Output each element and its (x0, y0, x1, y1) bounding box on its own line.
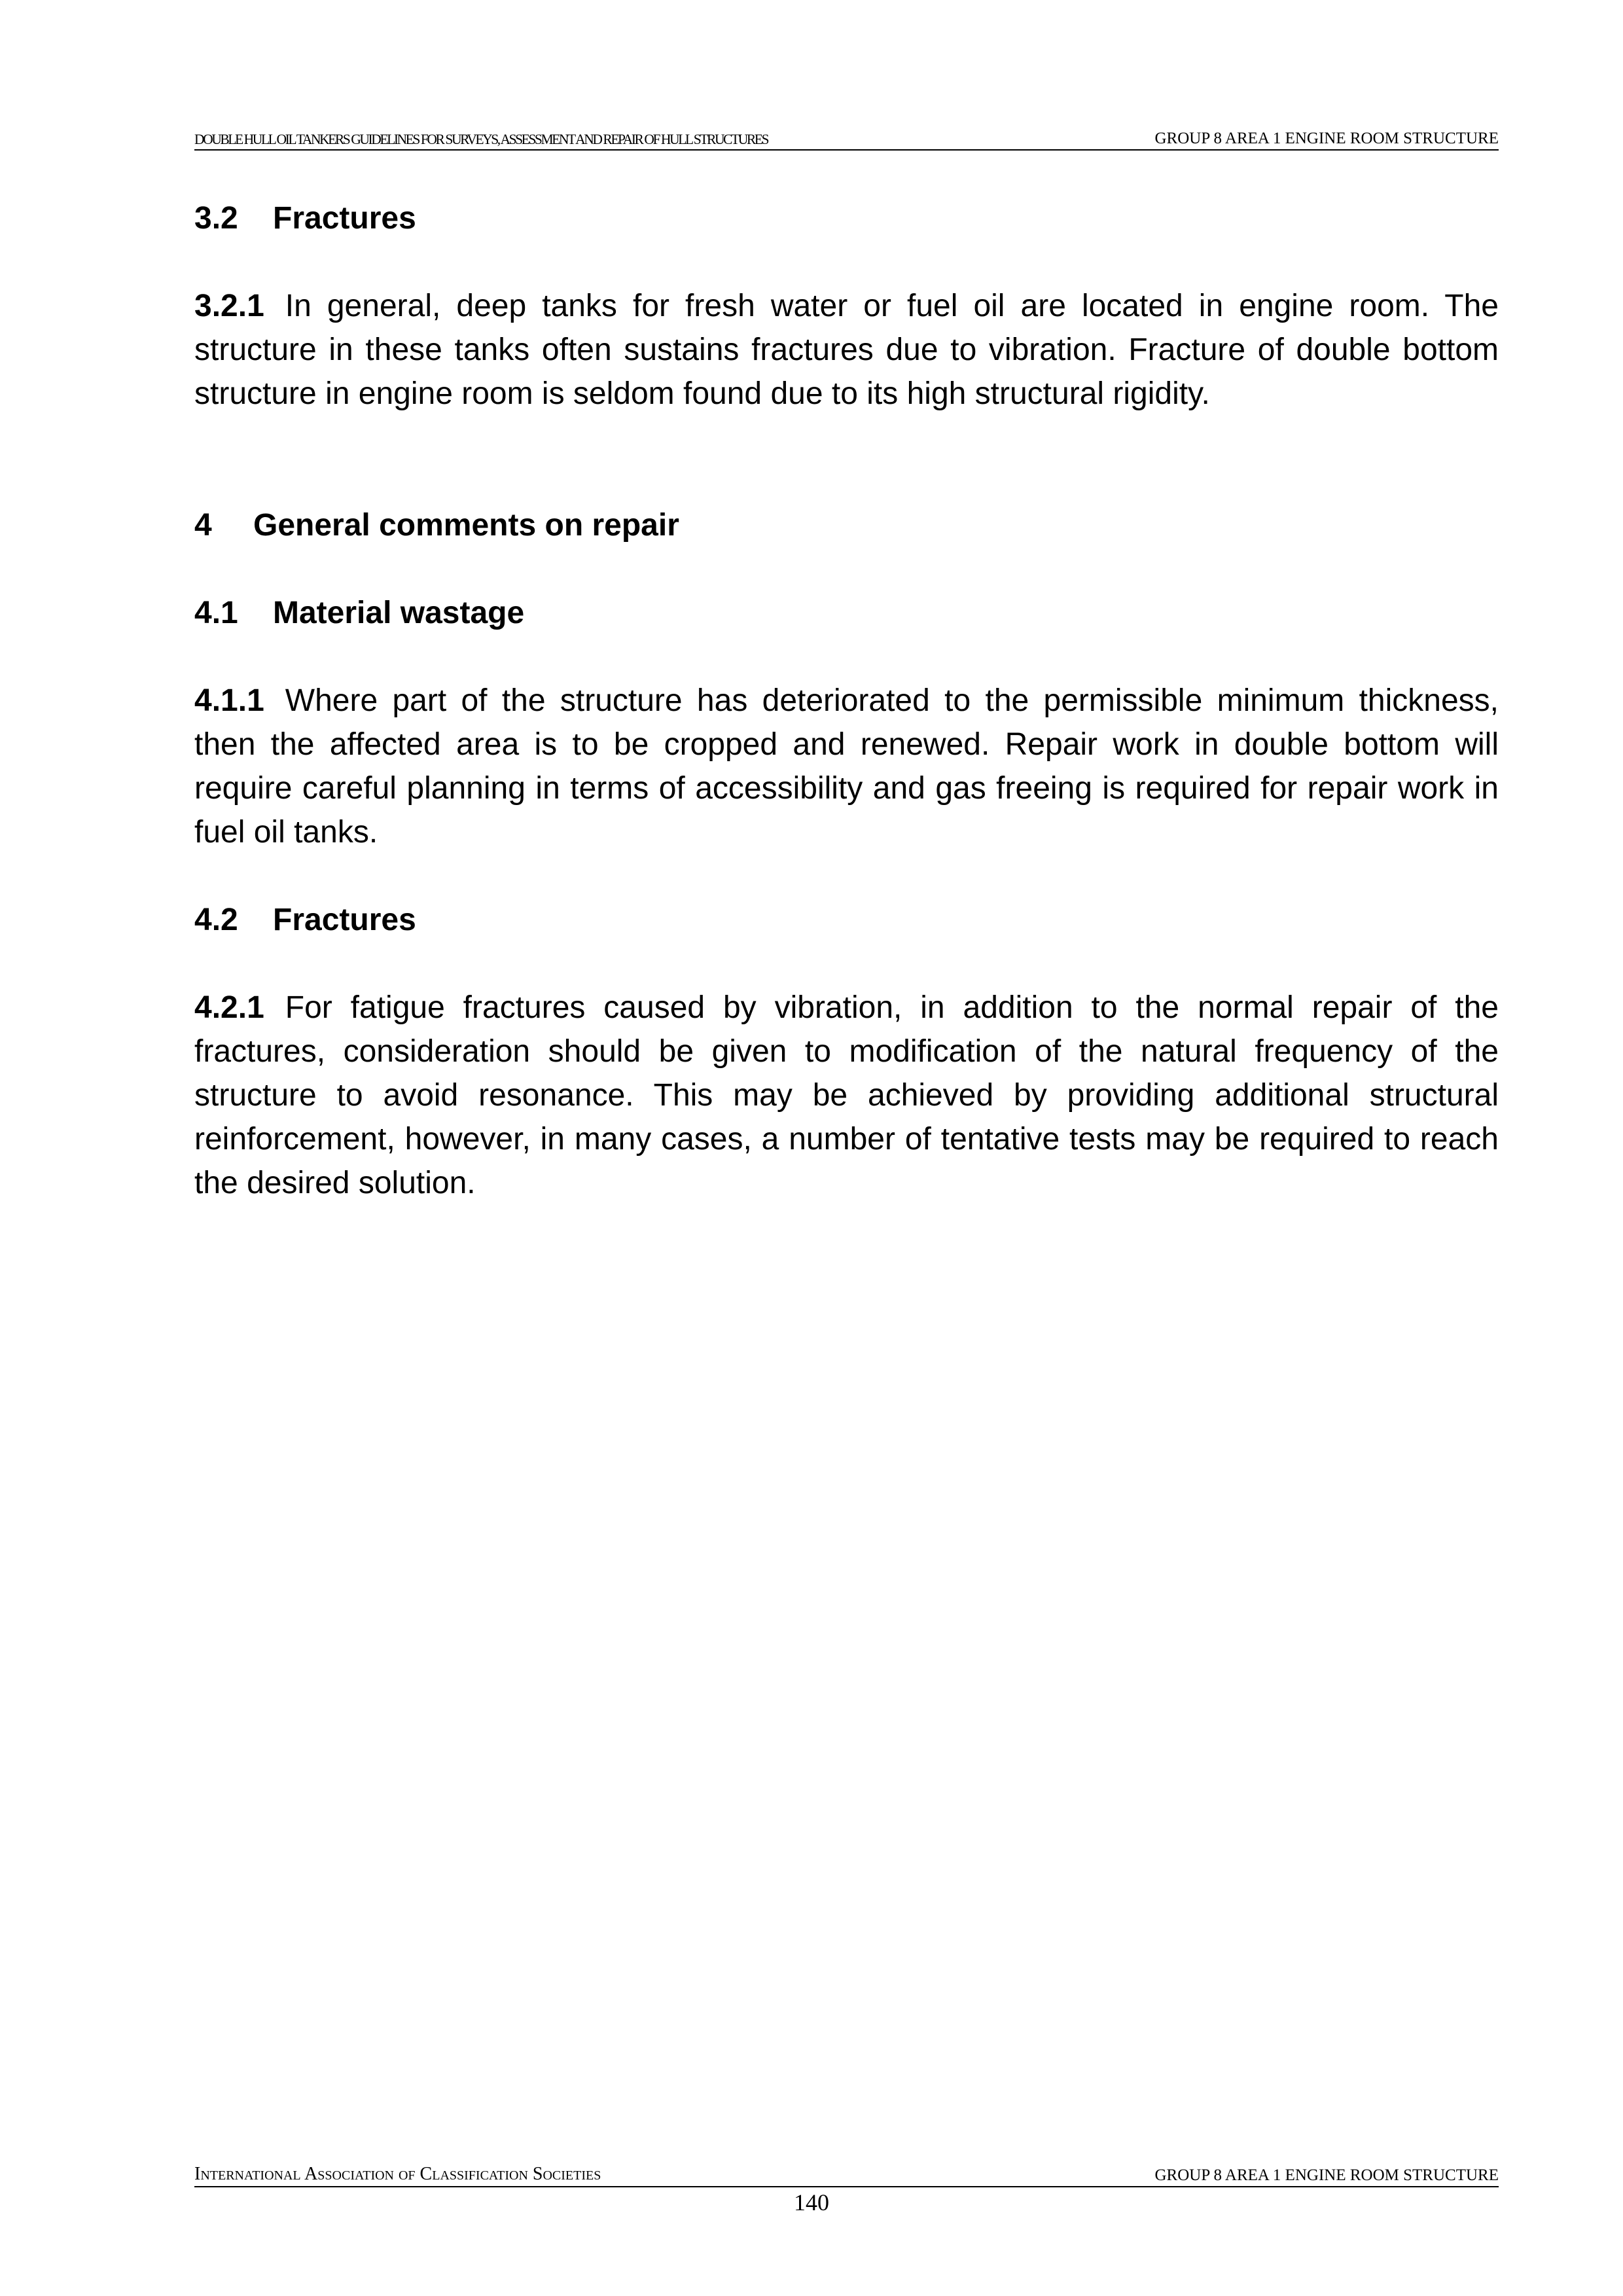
paragraph-3-2-1 (194, 284, 1499, 416)
header-document-title: DOUBLE HULL OIL TANKERS GUIDELINES FOR SURVEYS, ASSESSMENT AND REPAIR OF HULL STRUCTURES (194, 131, 768, 147)
heading-number: 4 (194, 508, 212, 543)
paragraph-text: For fatigue fractures caused by vibration, in addition to the normal repair of the fractures, consideration should be given to modification of the natural frequency of the structure to avoid resonance. This may be achieved by providing additional structural reinforcement, however, in many cases, a number of tentative tests may be required to reach the desired solution. (194, 990, 1499, 1200)
paragraph-text: In general, deep tanks for fresh water or fuel oil are located in engine room. The structure in these tanks often sustains fractures due to vibration. Fracture of double bottom structure in engine room is seldom found due to its high structural rigidity. (194, 289, 1499, 411)
paragraph-number: 4.2.1 (194, 990, 264, 1025)
paragraph-4-1-1 (194, 679, 1499, 854)
page-number: 140 (794, 2189, 829, 2215)
footer-organization: International Association of Classification Societies (194, 2164, 601, 2184)
heading-number: 4.1 (194, 596, 238, 630)
heading-4-2 (194, 898, 1499, 942)
footer-section-title: GROUP 8 AREA 1 ENGINE ROOM STRUCTURE (1154, 2166, 1499, 2184)
heading-title: Fractures (273, 201, 416, 236)
running-footer (194, 2162, 1499, 2187)
heading-3-2 (194, 196, 1499, 240)
paragraph-number: 3.2.1 (194, 289, 264, 323)
heading-number: 4.2 (194, 903, 238, 937)
heading-4 (194, 503, 1499, 547)
page-body (194, 196, 1499, 1205)
heading-number: 3.2 (194, 201, 238, 236)
paragraph-4-2-1 (194, 986, 1499, 1205)
header-section-title: GROUP 8 AREA 1 ENGINE ROOM STRUCTURE (1154, 130, 1499, 147)
heading-title: General comments on repair (253, 508, 679, 543)
paragraph-number: 4.1.1 (194, 683, 264, 718)
running-header (194, 128, 1499, 151)
paragraph-text: Where part of the structure has deteriorated to the permissible minimum thickness, then the affected area is to be cropped and renewed. Repair work in double bottom will require careful planning in terms of accessibility and gas freeing is required for repair work in fuel oil tanks. (194, 683, 1499, 850)
heading-4-1 (194, 591, 1499, 635)
heading-title: Fractures (273, 903, 416, 937)
heading-title: Material wastage (273, 596, 525, 630)
